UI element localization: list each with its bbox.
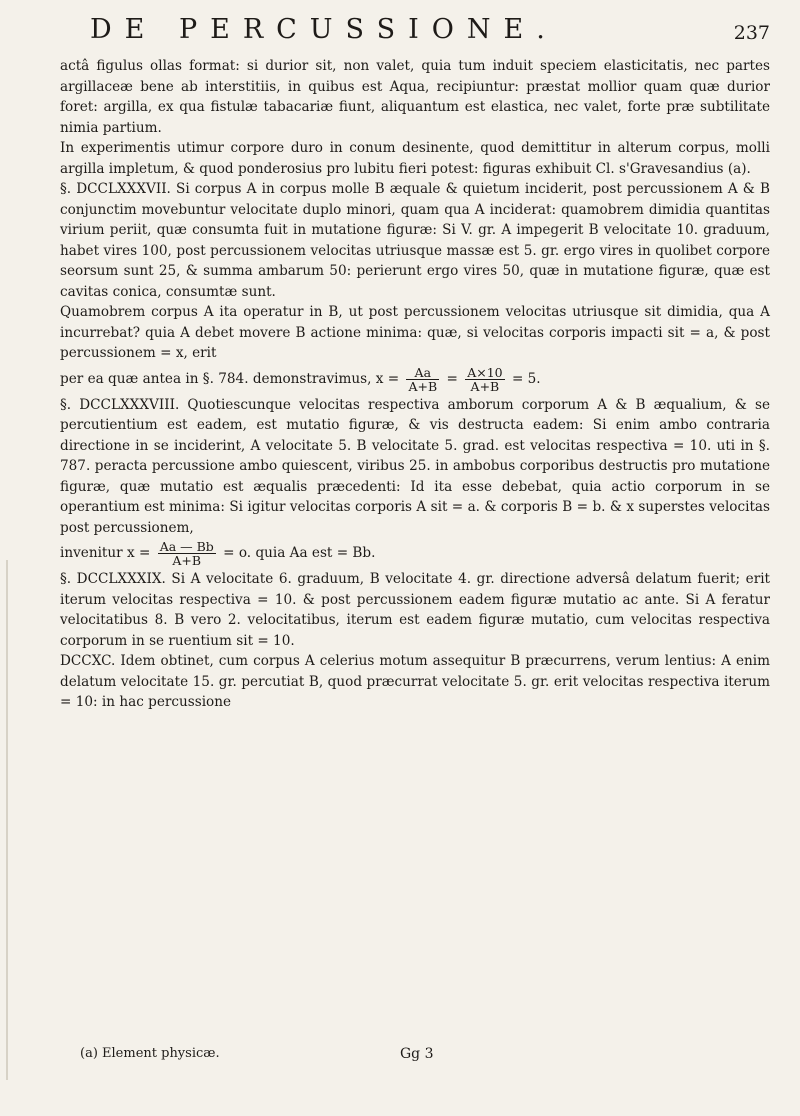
page-number: 237: [733, 22, 770, 44]
fraction-1-numerator: Aa: [406, 366, 439, 380]
body-text: [60, 56, 770, 713]
paragraph-2: In experimentis utimur corpore duro in conum desinente, quod demittitur in alterum corpus, molli argilla impletum, & quod ponderosius pro lubitu fieri potest: figuras exhibuit Cl. s'Gravesandius (a).: [60, 140, 770, 177]
page-edge-shadow: [6, 560, 8, 1080]
fraction-1-denominator: A+B: [408, 378, 438, 394]
fraction-2-denominator: A+B: [470, 378, 500, 394]
fraction-3-numerator: Aa — Bb: [159, 539, 214, 554]
running-head: DE PERCUSSIONE.: [90, 14, 558, 45]
equation-1: [60, 366, 770, 393]
paragraph-4-text: Quamobrem corpus A ita operatur in B, ut post percussionem velocitas utriusque sit dimidia, qua A incurrebat? quia A debet movere B actione minima: quæ, si velocitas corporis impacti sit = a, & post percussionem = x, erit: [60, 304, 770, 361]
footnote: (a) Element physicæ.: [80, 1046, 220, 1061]
fraction-2: [465, 366, 504, 393]
fraction-2-numerator: A×10: [467, 364, 503, 380]
equation-2-tail: = o. quia Aa est = Bb.: [223, 545, 376, 561]
equation-1-lead: per ea quæ antea in §. 784. demonstravimus, x =: [60, 370, 400, 387]
signature-mark: Gg 3: [400, 1046, 434, 1062]
page-header: [80, 14, 770, 54]
paragraph-1: actâ figulus ollas format: si durior sit, non valet, quia tum induit speciem elasticitatis, nec partes argillaceæ bene ab interstitiis, in quibus est Aqua, recipiuntur: præstat mollior quam quæ durior foret: argilla, ex qua fistulæ tabacariæ fiunt, aliquantum est elastica, nec valet, forte præ subtilitate nimia partium.: [60, 58, 770, 136]
paragraph-4: [60, 302, 770, 393]
paragraph-7: DCCXC. Idem obtinet, cum corpus A celerius motum assequitur B præcurrens, verum lentius: A enim delatum velocitate 15. gr. percutiat B, quod præcurrat velocitate 5. gr. erit velocitas respectiva iterum = 10: in hac percussione: [60, 653, 770, 710]
paragraph-3: §. DCCLXXXVII. Si corpus A in corpus molle B æquale & quietum inciderit, post percussionem A & B conjunctim movebuntur velocitate duplo minori, quam qua A inciderat: quamobrem dimidia quantitas virium periit, quæ consumta fuit in mutatione figuræ: Si V. gr. A impegerit B velocitate 10. graduum, habet vires 100, post percussionem velocitas utriusque massæ est 5. gr. ergo vires in quolibet corpore seorsum sunt 25, & summa ambarum 50: perierunt ergo vires 50, quæ in mutatione figuræ, quæ est cavitas conica, consumtæ sunt.: [60, 181, 770, 300]
equation-1-equals: =: [446, 370, 458, 387]
equation-2-lead: invenitur x =: [60, 545, 151, 561]
equation-1-tail: = 5.: [511, 370, 541, 387]
fraction-3: [158, 540, 216, 567]
paragraph-5-text: §. DCCLXXXVIII. Quotiescunque velocitas respectiva amborum corporum A & B æqualium, & se percutientium est eadem, est mutatio figuræ, & vis destructa eadem: Si enim ambo contraria directione in se inciderint, A velocitate 5. B velocitate 5. grad. est velocitas respectiva = 10. uti in §. 787. peracta percussione ambo quiescent, viribus 25. in ambobus corporibus destructis pro mutatione figuræ, quæ mutatio est æqualis præcedenti: Id ita esse debebat, quia actio corporum in se operantium est minima: Si igitur velocitas corporis A sit = a. & corporis B = b. & x superstes velocitas post percussionem,: [60, 396, 770, 536]
paragraph-6: §. DCCLXXXIX. Si A velocitate 6. graduum, B velocitate 4. gr. directione adversâ delatum fuerit; erit iterum velocitas respectiva = 10. & post percussionem eadem figuræ mutatio ac ante. Si A feratur velocitatibus 8. B vero 2. velocitatibus, iterum est eadem figuræ mutatio, cum velocitas respectiva corporum in se ruentium sit = 10.: [60, 571, 770, 649]
fraction-3-denominator: A+B: [172, 553, 202, 568]
equation-2: [60, 540, 770, 567]
fraction-1: [406, 366, 439, 393]
paragraph-5: [60, 395, 770, 568]
